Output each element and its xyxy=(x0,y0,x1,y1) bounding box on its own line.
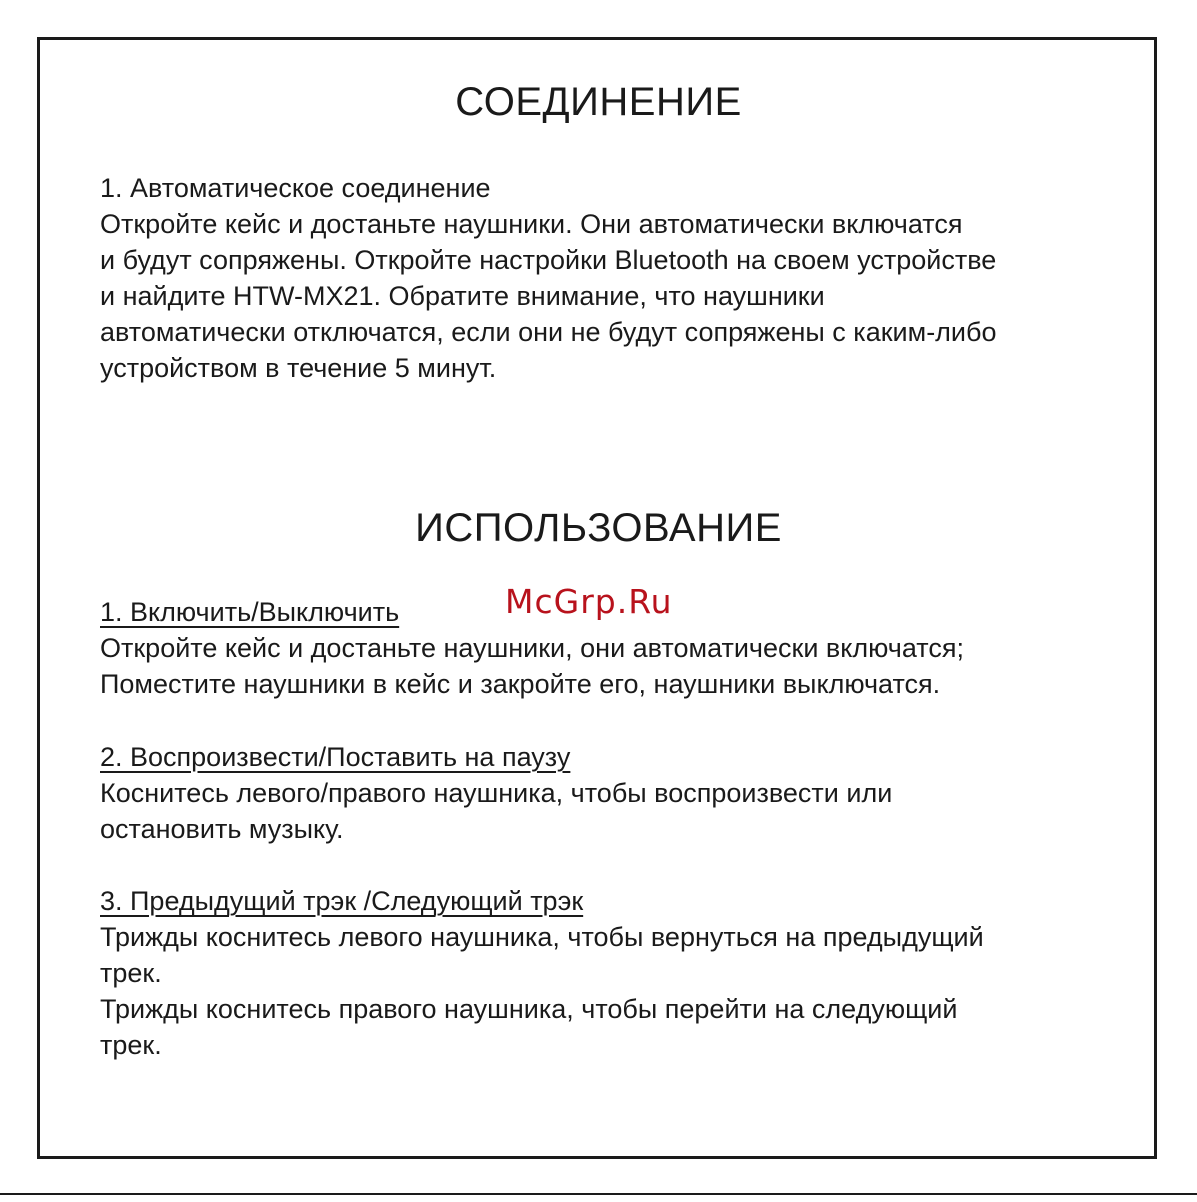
paragraph-line: Поместите наушники в кейс и закройте его, наушники выключатся. xyxy=(100,669,941,699)
watermark-logo: McGrp.Ru xyxy=(505,582,673,621)
paragraph-line: и будут сопряжены. Откройте настройки Bluetooth на своем устройстве xyxy=(100,245,997,275)
paragraph-line: и найдите HTW-MX21. Обратите внимание, что наушники xyxy=(100,281,825,311)
paragraph-line: трек. xyxy=(100,1030,162,1060)
paragraph-line: Откройте кейс и достаньте наушники, они автоматически включатся; xyxy=(100,633,964,663)
paragraph-line: автоматически отключатся, если они не будут сопряжены с каким-либо xyxy=(100,317,997,347)
connection-auto-heading: 1. Автоматическое соединение xyxy=(100,173,491,203)
connection-auto-block xyxy=(100,170,1110,386)
usage-play-block xyxy=(100,739,1110,847)
paragraph-line: Трижды коснитесь левого наушника, чтобы вернуться на предыдущий xyxy=(100,922,984,952)
usage-play-heading: 2. Воспроизвести/Поставить на паузу xyxy=(100,742,571,772)
section-title-usage: ИСПОЛЬЗОВАНИЕ xyxy=(415,506,782,550)
section-title-connection: СОЕДИНЕНИЕ xyxy=(455,80,742,124)
paragraph-line: Трижды коснитесь правого наушника, чтобы перейти на следующий xyxy=(100,994,958,1024)
bottom-divider xyxy=(0,1193,1197,1202)
paragraph-line: остановить музыку. xyxy=(100,814,344,844)
paragraph-line: трек. xyxy=(100,958,162,988)
usage-track-block xyxy=(100,883,1110,1063)
paragraph-line: Коснитесь левого/правого наушника, чтобы воспроизвести или xyxy=(100,778,893,808)
usage-power-block xyxy=(100,594,1110,702)
paragraph-line: Откройте кейс и достаньте наушники. Они автоматически включатся xyxy=(100,209,963,239)
usage-power-heading: 1. Включить/Выключить xyxy=(100,597,400,627)
paragraph-line: устройством в течение 5 минут. xyxy=(100,353,497,383)
usage-track-heading: 3. Предыдущий трэк /Следующий трэк xyxy=(100,886,584,916)
